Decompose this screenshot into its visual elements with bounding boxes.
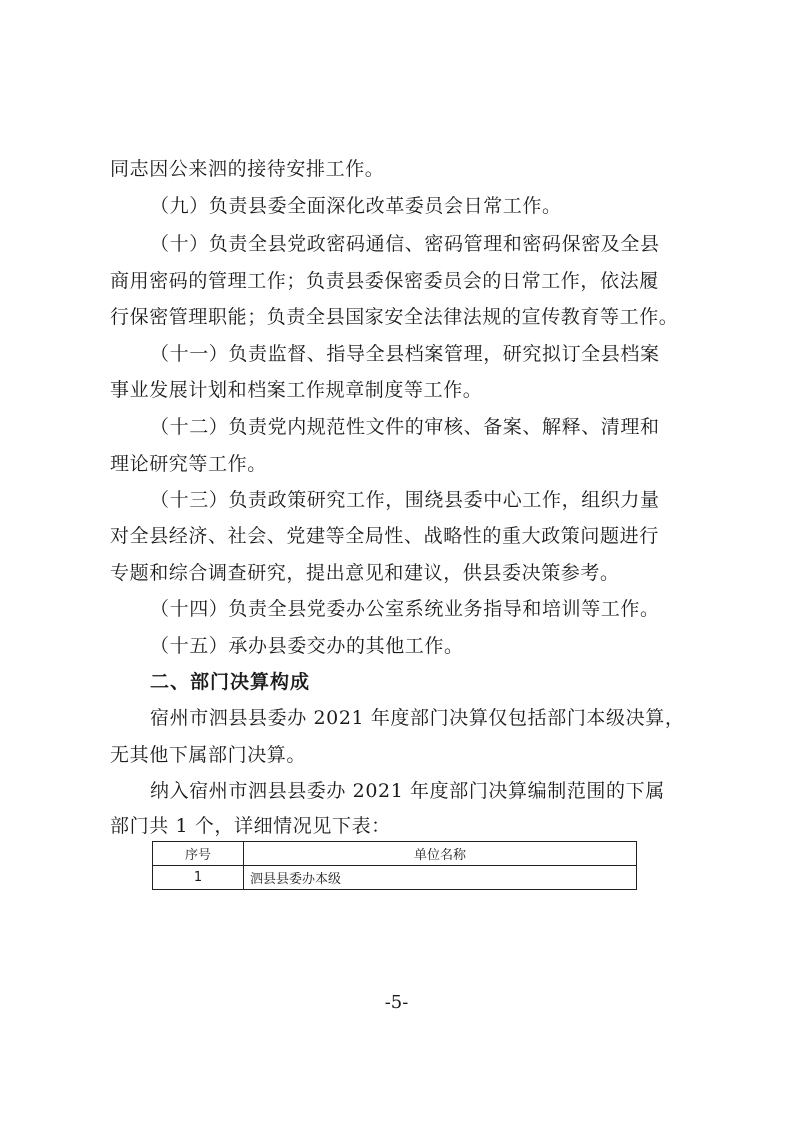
- cell-unit-name: 泗县县委办本级: [244, 866, 637, 890]
- paragraph-line: 部门共 1 个，详细情况见下表：: [110, 815, 391, 837]
- paragraph-line: 无其他下属部门决算。: [110, 744, 307, 766]
- paragraph-line: （十三）负责政策研究工作，围绕县委中心工作，组织力量: [150, 489, 660, 511]
- paragraph-line: （十四）负责全县党委办公室系统业务指导和培训等工作。: [150, 598, 660, 620]
- paragraph-line: （十二）负责党内规范性文件的审核、备案、解释、清理和: [150, 416, 660, 438]
- paragraph-line: 纳入宿州市泗县县委办 2021 年度部门决算编制范围的下属: [150, 780, 665, 802]
- paragraph-line: 商用密码的管理工作；负责县委保密委员会的日常工作，依法履: [110, 270, 659, 292]
- paragraph-line: 宿州市泗县县委办 2021 年度部门决算仅包括部门本级决算，: [150, 707, 685, 729]
- paragraph-line: 同志因公来泗的接待安排工作。: [110, 158, 385, 180]
- section-heading: 二、部门决算构成: [150, 671, 311, 693]
- page-number: -5-: [384, 992, 409, 1013]
- paragraph-line: （九）负责县委全面深化改革委员会日常工作。: [150, 195, 562, 217]
- paragraph-line: 行保密管理职能；负责全县国家安全法律法规的宣传教育等工作。: [110, 306, 679, 328]
- paragraph-line: （十五）承办县委交办的其他工作。: [150, 635, 464, 657]
- table-header-row: [153, 842, 637, 866]
- paragraph-line: （十）负责全县党政密码通信、密码管理和密码保密及全县: [150, 233, 660, 255]
- paragraph-line: 对全县经济、社会、党建等全局性、战略性的重大政策问题进行: [110, 525, 659, 547]
- paragraph-line: （十一）负责监督、指导全县档案管理，研究拟订全县档案: [150, 343, 660, 365]
- column-header-index: 序号: [153, 842, 244, 866]
- paragraph-line: 专题和综合调查研究，提出意见和建议，供县委决策参考。: [110, 562, 620, 584]
- column-header-unit-name: 单位名称: [244, 842, 637, 866]
- paragraph-line: 理论研究等工作。: [110, 453, 267, 475]
- paragraph-line: 事业发展计划和档案工作规章制度等工作。: [110, 379, 483, 401]
- table-row: [153, 866, 637, 890]
- cell-index: 1: [153, 866, 244, 890]
- unit-table: [152, 841, 637, 890]
